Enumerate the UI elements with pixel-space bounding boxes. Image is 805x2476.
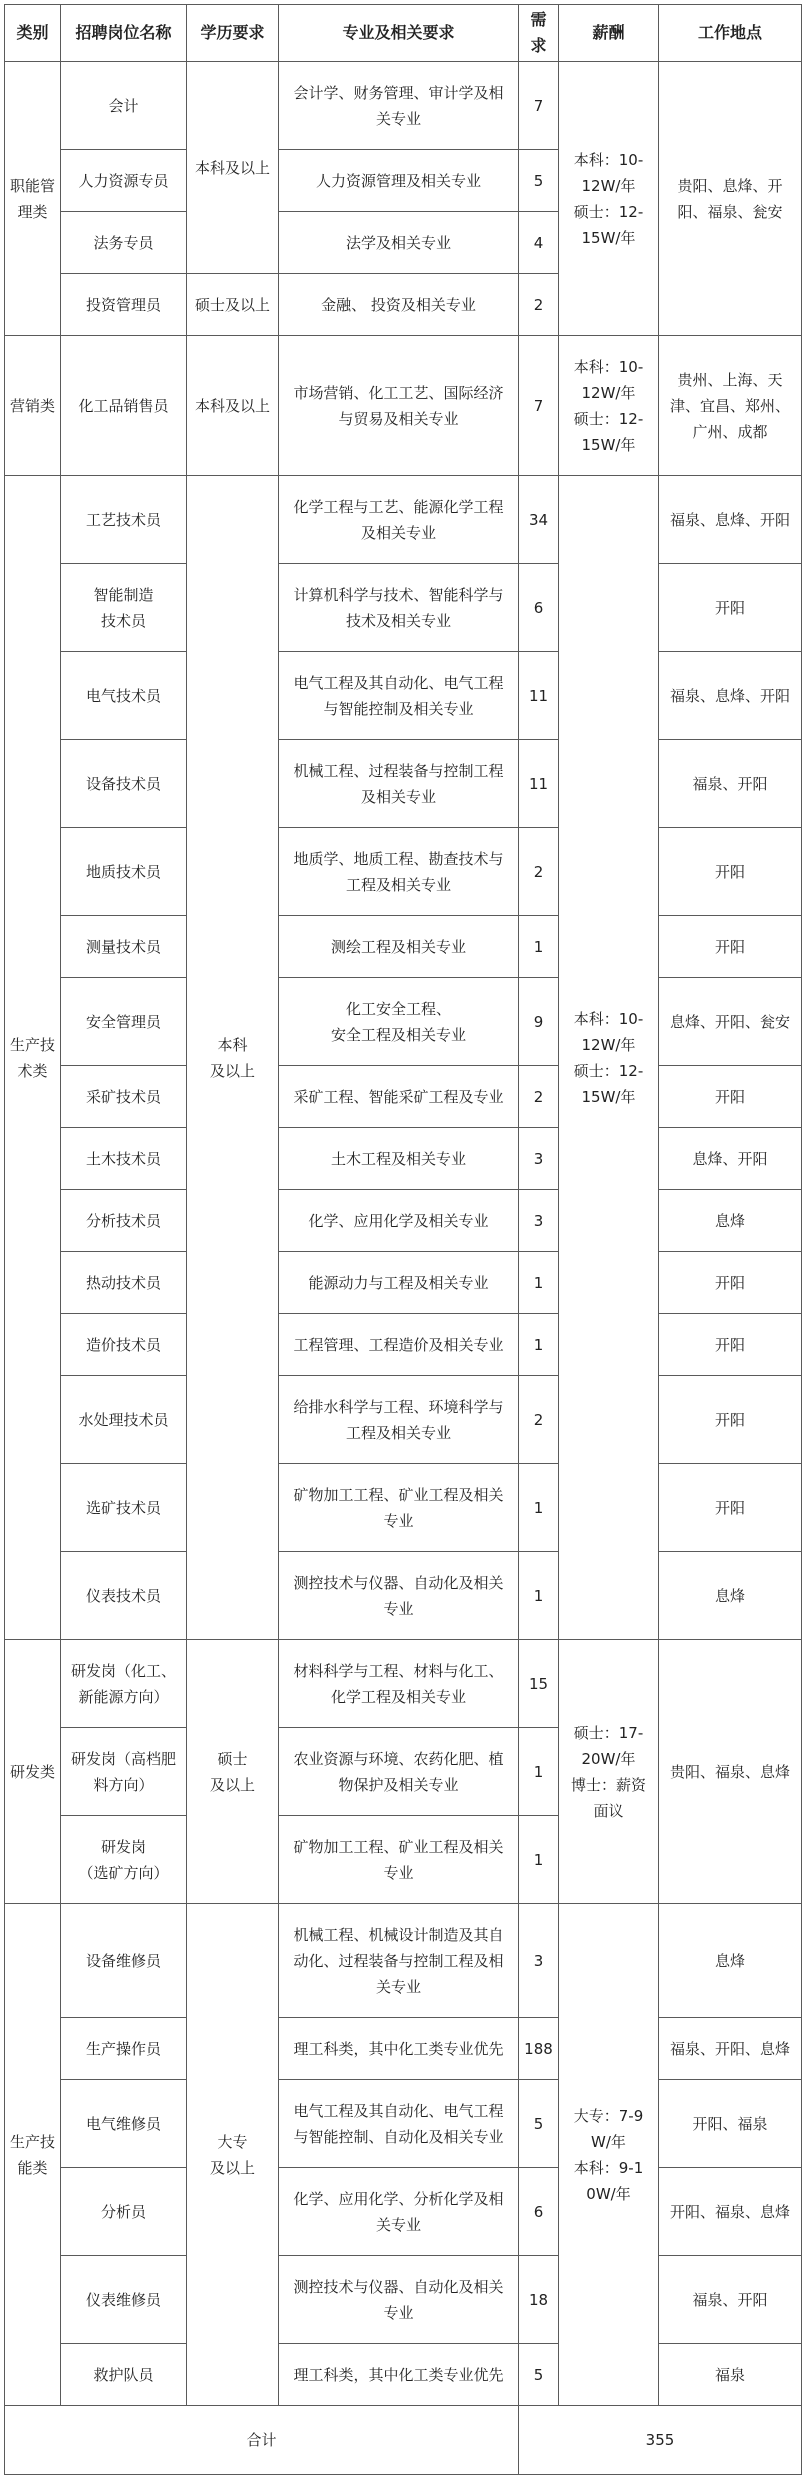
table-body <box>5 62 802 2406</box>
education-cell: 大专 及以上 <box>187 1904 279 2406</box>
major-cell: 能源动力与工程及相关专业 <box>279 1252 519 1314</box>
table-row <box>5 978 802 1066</box>
major-cell: 测控技术与仪器、自动化及相关专业 <box>279 1552 519 1640</box>
demand-cell: 2 <box>519 1066 559 1128</box>
location-cell: 息烽 <box>659 1904 802 2018</box>
demand-cell: 1 <box>519 1314 559 1376</box>
table-row <box>5 62 802 150</box>
major-cell: 会计学、财务管理、审计学及相关专业 <box>279 62 519 150</box>
location-cell: 息烽 <box>659 1190 802 1252</box>
location-cell: 息烽 <box>659 1552 802 1640</box>
position-cell: 仪表维修员 <box>61 2256 187 2344</box>
table-row <box>5 2344 802 2406</box>
major-cell: 工程管理、工程造价及相关专业 <box>279 1314 519 1376</box>
category-cell: 生产技能类 <box>5 1904 61 2406</box>
header-education: 学历要求 <box>187 5 279 62</box>
education-cell: 本科及以上 <box>187 62 279 274</box>
position-cell: 智能制造 技术员 <box>61 564 187 652</box>
demand-cell: 1 <box>519 1816 559 1904</box>
position-cell: 会计 <box>61 62 187 150</box>
major-cell: 化学工程与工艺、能源化学工程及相关专业 <box>279 476 519 564</box>
location-cell: 开阳 <box>659 1066 802 1128</box>
demand-cell: 4 <box>519 212 559 274</box>
position-cell: 水处理技术员 <box>61 1376 187 1464</box>
demand-cell: 5 <box>519 2080 559 2168</box>
major-cell: 测绘工程及相关专业 <box>279 916 519 978</box>
table-row <box>5 564 802 652</box>
major-cell: 电气工程及其自动化、电气工程与智能控制及相关专业 <box>279 652 519 740</box>
header-row <box>5 5 802 62</box>
table-row <box>5 1128 802 1190</box>
position-cell: 仪表技术员 <box>61 1552 187 1640</box>
demand-cell: 2 <box>519 274 559 336</box>
demand-cell: 6 <box>519 2168 559 2256</box>
demand-cell: 3 <box>519 1190 559 1252</box>
position-cell: 研发岗 （选矿方向） <box>61 1816 187 1904</box>
position-cell: 人力资源专员 <box>61 150 187 212</box>
position-cell: 电气技术员 <box>61 652 187 740</box>
position-cell: 电气维修员 <box>61 2080 187 2168</box>
table-row <box>5 1066 802 1128</box>
location-cell: 福泉、开阳 <box>659 2256 802 2344</box>
table-row <box>5 336 802 476</box>
table-row <box>5 1904 802 2018</box>
demand-cell: 2 <box>519 1376 559 1464</box>
major-cell: 计算机科学与技术、智能科学与技术及相关专业 <box>279 564 519 652</box>
demand-cell: 34 <box>519 476 559 564</box>
location-cell: 福泉、开阳 <box>659 740 802 828</box>
table-row <box>5 2168 802 2256</box>
location-cell: 息烽、开阳 <box>659 1128 802 1190</box>
education-cell: 本科 及以上 <box>187 476 279 1640</box>
total-value: 355 <box>519 2406 802 2475</box>
table-row <box>5 2256 802 2344</box>
recruitment-table <box>4 4 802 2475</box>
location-cell: 开阳、福泉 <box>659 2080 802 2168</box>
position-cell: 设备维修员 <box>61 1904 187 2018</box>
salary-cell: 本科：10-12W/年 硕士：12-15W/年 <box>559 476 659 1640</box>
education-cell: 硕士 及以上 <box>187 1640 279 1904</box>
position-cell: 法务专员 <box>61 212 187 274</box>
major-cell: 矿物加工工程、矿业工程及相关专业 <box>279 1464 519 1552</box>
header-major: 专业及相关要求 <box>279 5 519 62</box>
table-row <box>5 1190 802 1252</box>
header-demand: 需求 <box>519 5 559 62</box>
location-cell: 息烽、开阳、瓮安 <box>659 978 802 1066</box>
table-row <box>5 2080 802 2168</box>
demand-cell: 188 <box>519 2018 559 2080</box>
header-location: 工作地点 <box>659 5 802 62</box>
total-label: 合计 <box>5 2406 519 2475</box>
position-cell: 研发岗（化工、新能源方向） <box>61 1640 187 1728</box>
salary-cell: 大专：7-9W/年 本科：9-10W/年 <box>559 1904 659 2406</box>
major-cell: 人力资源管理及相关专业 <box>279 150 519 212</box>
location-cell: 福泉、息烽、开阳 <box>659 652 802 740</box>
major-cell: 采矿工程、智能采矿工程及专业 <box>279 1066 519 1128</box>
demand-cell: 9 <box>519 978 559 1066</box>
category-cell: 营销类 <box>5 336 61 476</box>
location-cell: 贵阳、福泉、息烽 <box>659 1640 802 1904</box>
table-row <box>5 916 802 978</box>
position-cell: 安全管理员 <box>61 978 187 1066</box>
table-row <box>5 2018 802 2080</box>
table-row <box>5 1376 802 1464</box>
major-cell: 机械工程、过程装备与控制工程及相关专业 <box>279 740 519 828</box>
major-cell: 理工科类，其中化工类专业优先 <box>279 2344 519 2406</box>
location-cell: 贵阳、息烽、开阳、福泉、瓮安 <box>659 62 802 336</box>
demand-cell: 1 <box>519 1728 559 1816</box>
major-cell: 法学及相关专业 <box>279 212 519 274</box>
position-cell: 选矿技术员 <box>61 1464 187 1552</box>
position-cell: 研发岗（高档肥料方向） <box>61 1728 187 1816</box>
demand-cell: 18 <box>519 2256 559 2344</box>
category-cell: 职能管理类 <box>5 62 61 336</box>
category-cell: 生产技术类 <box>5 476 61 1640</box>
major-cell: 地质学、地质工程、勘查技术与工程及相关专业 <box>279 828 519 916</box>
major-cell: 金融、 投资及相关专业 <box>279 274 519 336</box>
total-row <box>5 2406 802 2475</box>
position-cell: 化工品销售员 <box>61 336 187 476</box>
location-cell: 福泉、息烽、开阳 <box>659 476 802 564</box>
salary-cell: 本科：10-12W/年 硕士：12-15W/年 <box>559 62 659 336</box>
location-cell: 开阳 <box>659 1314 802 1376</box>
location-cell: 开阳 <box>659 1252 802 1314</box>
category-cell: 研发类 <box>5 1640 61 1904</box>
demand-cell: 5 <box>519 2344 559 2406</box>
major-cell: 农业资源与环境、农药化肥、植物保护及相关专业 <box>279 1728 519 1816</box>
header-category: 类别 <box>5 5 61 62</box>
position-cell: 分析员 <box>61 2168 187 2256</box>
location-cell: 开阳 <box>659 916 802 978</box>
table-row <box>5 652 802 740</box>
major-cell: 矿物加工工程、矿业工程及相关专业 <box>279 1816 519 1904</box>
demand-cell: 3 <box>519 1128 559 1190</box>
demand-cell: 3 <box>519 1904 559 2018</box>
table-row <box>5 1640 802 1728</box>
salary-cell: 硕士：17-20W/年 博士：薪资面议 <box>559 1640 659 1904</box>
location-cell: 开阳 <box>659 828 802 916</box>
table-row <box>5 1314 802 1376</box>
table-row <box>5 1464 802 1552</box>
table-row <box>5 1252 802 1314</box>
position-cell: 生产操作员 <box>61 2018 187 2080</box>
education-cell: 本科及以上 <box>187 336 279 476</box>
demand-cell: 6 <box>519 564 559 652</box>
location-cell: 开阳 <box>659 1376 802 1464</box>
education-cell: 硕士及以上 <box>187 274 279 336</box>
position-cell: 投资管理员 <box>61 274 187 336</box>
position-cell: 热动技术员 <box>61 1252 187 1314</box>
major-cell: 理工科类，其中化工类专业优先 <box>279 2018 519 2080</box>
major-cell: 机械工程、机械设计制造及其自动化、过程装备与控制工程及相关专业 <box>279 1904 519 2018</box>
position-cell: 造价技术员 <box>61 1314 187 1376</box>
demand-cell: 5 <box>519 150 559 212</box>
major-cell: 给排水科学与工程、环境科学与工程及相关专业 <box>279 1376 519 1464</box>
position-cell: 地质技术员 <box>61 828 187 916</box>
position-cell: 设备技术员 <box>61 740 187 828</box>
table-row <box>5 828 802 916</box>
demand-cell: 1 <box>519 1552 559 1640</box>
major-cell: 化工安全工程、 安全工程及相关专业 <box>279 978 519 1066</box>
header-position: 招聘岗位名称 <box>61 5 187 62</box>
major-cell: 电气工程及其自动化、电气工程与智能控制、自动化及相关专业 <box>279 2080 519 2168</box>
table-row <box>5 476 802 564</box>
major-cell: 化学、应用化学及相关专业 <box>279 1190 519 1252</box>
demand-cell: 1 <box>519 1252 559 1314</box>
demand-cell: 15 <box>519 1640 559 1728</box>
location-cell: 开阳、福泉、息烽 <box>659 2168 802 2256</box>
major-cell: 测控技术与仪器、自动化及相关专业 <box>279 2256 519 2344</box>
demand-cell: 1 <box>519 916 559 978</box>
position-cell: 采矿技术员 <box>61 1066 187 1128</box>
position-cell: 分析技术员 <box>61 1190 187 1252</box>
major-cell: 市场营销、化工工艺、国际经济与贸易及相关专业 <box>279 336 519 476</box>
major-cell: 材料科学与工程、材料与化工、化学工程及相关专业 <box>279 1640 519 1728</box>
demand-cell: 7 <box>519 336 559 476</box>
location-cell: 福泉 <box>659 2344 802 2406</box>
demand-cell: 11 <box>519 652 559 740</box>
location-cell: 福泉、开阳、息烽 <box>659 2018 802 2080</box>
salary-cell: 本科：10-12W/年 硕士：12-15W/年 <box>559 336 659 476</box>
demand-cell: 11 <box>519 740 559 828</box>
header-salary: 薪酬 <box>559 5 659 62</box>
position-cell: 测量技术员 <box>61 916 187 978</box>
location-cell: 贵州、上海、天津、宜昌、郑州、广州、成都 <box>659 336 802 476</box>
location-cell: 开阳 <box>659 564 802 652</box>
demand-cell: 7 <box>519 62 559 150</box>
position-cell: 土木技术员 <box>61 1128 187 1190</box>
position-cell: 救护队员 <box>61 2344 187 2406</box>
demand-cell: 1 <box>519 1464 559 1552</box>
position-cell: 工艺技术员 <box>61 476 187 564</box>
location-cell: 开阳 <box>659 1464 802 1552</box>
major-cell: 化学、应用化学、分析化学及相关专业 <box>279 2168 519 2256</box>
table-row <box>5 740 802 828</box>
table-row <box>5 1552 802 1640</box>
major-cell: 土木工程及相关专业 <box>279 1128 519 1190</box>
demand-cell: 2 <box>519 828 559 916</box>
